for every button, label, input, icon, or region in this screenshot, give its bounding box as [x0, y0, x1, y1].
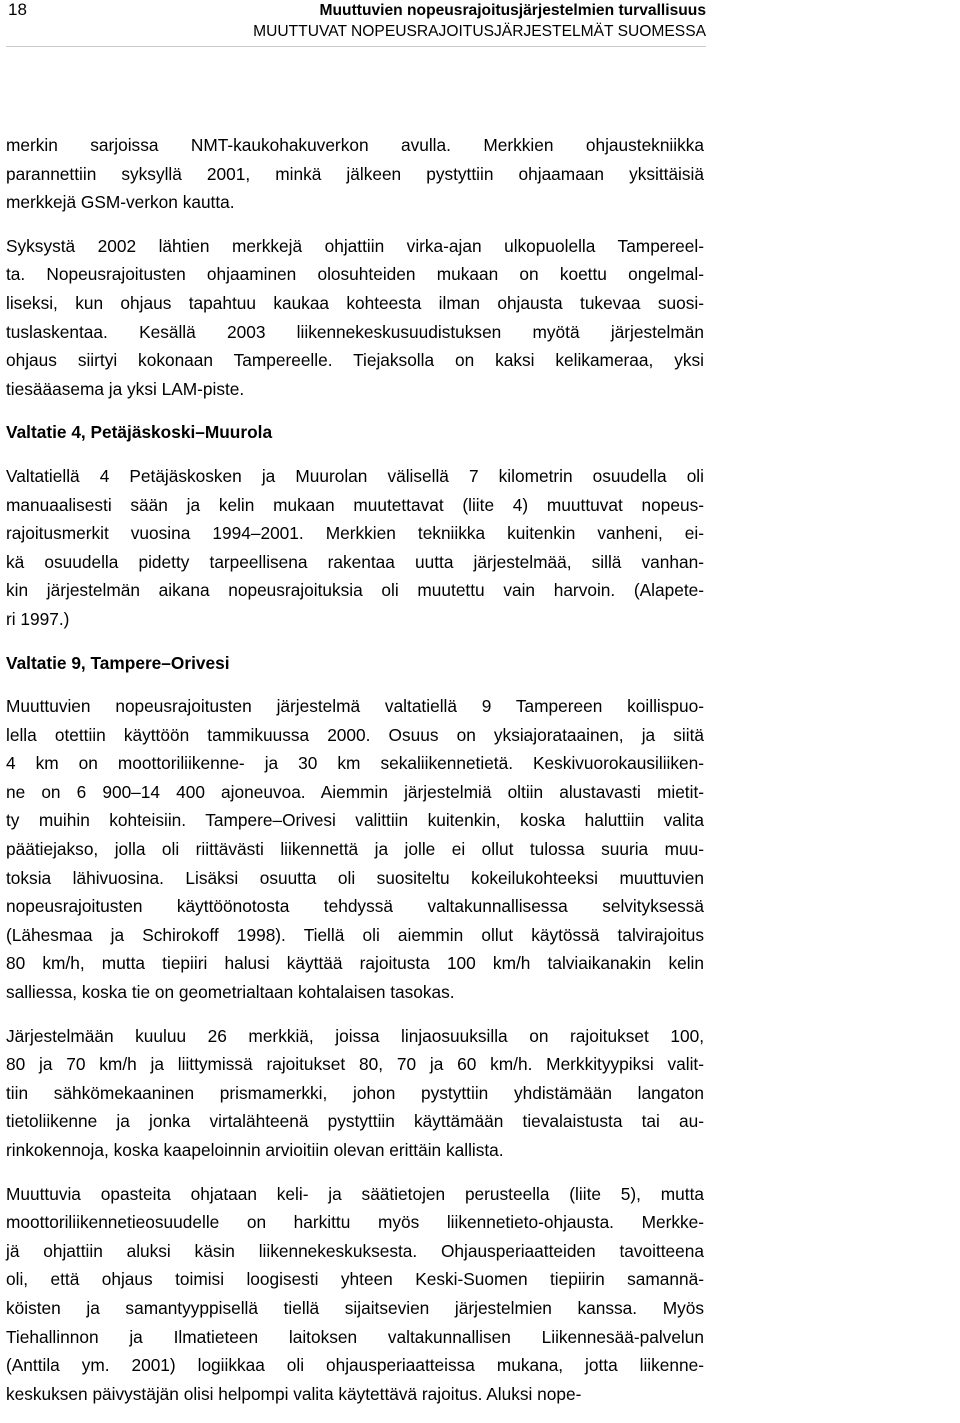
text-line: 80 km/h, mutta tiepiiri halusi käyttää rajoitusta 100 km/h talviaikanakin kelin: [6, 953, 704, 974]
text-line: tiesääasema ja yksi LAM-piste.: [6, 378, 245, 399]
paragraph: [6, 692, 704, 1007]
text-line: Tiehallinnon ja Ilmatieteen laitoksen valtakunnallisen Liikennesää-palvelun: [6, 1326, 704, 1347]
text-line: (Anttila ym. 2001) logiikkaa oli ohjausperiaatteissa mukana, jotta liikenne-: [6, 1355, 704, 1376]
text-line: merkkejä GSM-verkon kautta.: [6, 192, 235, 213]
text-line: oli, että ohjaus toimisi loogisesti yhteen Keski-Suomen tiepiirin samannä-: [6, 1269, 704, 1290]
text-line: 80 ja 70 km/h ja liittymissä rajoitukset 80, 70 ja 60 km/h. Merkkityypiksi valit-: [6, 1054, 704, 1075]
text-line: nopeusrajoitusten käyttöönotosta tehdyssä valtakunnallisessa selvityksessä: [6, 896, 704, 917]
header-titles: [253, 0, 706, 42]
text-line: ty muihin kohteisiin. Tampere–Orivesi valittiin kuitenkin, koska haluttiin valita: [6, 810, 704, 831]
text-line: jä ohjattiin aluksi käsin liikennekeskuksesta. Ohjausperiaatteiden tavoitteena: [6, 1240, 704, 1261]
section-heading: Valtatie 9, Tampere–Orivesi: [6, 652, 230, 673]
running-title: Muuttuvien nopeusrajoitusjärjestelmien turvallisuus: [319, 2, 706, 19]
text-line: kin järjestelmän aikana nopeusrajoituksia oli muutettu vain harvoin. (Alapete-: [6, 580, 704, 601]
text-line: ri 1997.): [6, 608, 70, 629]
text-line: päätiejakso, jolla oli riittävästi liikennettä ja jolle ei ollut tulossa suuria muu-: [6, 839, 704, 860]
text-line: Valtatiellä 4 Petäjäskosken ja Muurolan välisellä 7 kilometrin osuudella oli: [6, 465, 704, 486]
paragraph: [6, 1022, 704, 1165]
page-number: 18: [8, 0, 27, 19]
text-line: rinkokennoja, koska kaapeloinnin arvioitiin olevan erittäin kallista.: [6, 1140, 504, 1160]
page-body: [6, 131, 704, 1423]
paragraph: [6, 232, 704, 404]
text-line: Muuttuvia opasteita ohjataan keli- ja säätietojen perusteella (liite 5), mutta: [6, 1183, 704, 1204]
text-line: ne on 6 900–14 400 ajoneuvoa. Aiemmin järjestelmiä oltiin alustavasti mietit-: [6, 781, 704, 802]
page-header: [0, 0, 960, 48]
text-line: kä osuudella pidetty tarpeellisena rakentaa uutta järjestelmää, sillä vanhan-: [6, 551, 704, 572]
text-line: merkin sarjoissa NMT-kaukohakuverkon avulla. Merkkien ohjaustekniikka: [6, 135, 704, 155]
header-divider: [6, 46, 706, 47]
text-line: Syksystä 2002 lähtien merkkejä ohjattiin virka-ajan ulkopuolella Tampereel-: [6, 235, 704, 256]
paragraph: [6, 462, 704, 634]
text-line: ohjaus siirtyi kokonaan Tampereelle. Tiejaksolla on kaksi kelikameraa, yksi: [6, 350, 704, 371]
paragraph: [6, 1180, 704, 1409]
text-line: tietoliikenne ja jonka virtalähteenä pystyttiin käyttämään tievalaistusta tai au-: [6, 1111, 704, 1132]
text-line: salliessa, koska tie on geometrialtaan kohtalaisen tasokas.: [6, 982, 455, 1003]
text-line: manuaalisesti sään ja kelin mukaan muutettavat (liite 4) muuttuvat nopeus-: [6, 494, 704, 515]
text-line: parannettiin syksyllä 2001, minkä jälkeen pystyttiin ohjaamaan yksittäisiä: [6, 163, 704, 184]
text-line: moottoriliikennetieosuudelle on harkittu myös liikennetieto-ohjausta. Merkke-: [6, 1212, 704, 1233]
text-line: (Lähesmaa ja Schirokoff 1998). Tiellä oli aiemmin ollut käytössä talvirajoitus: [6, 924, 704, 945]
text-line: rajoitusmerkit vuosina 1994–2001. Merkkien tekniikka kuitenkin vanheni, ei-: [6, 523, 704, 544]
text-line: tiin sähkömekaaninen prismamerkki, johon pystyttiin yhdistämään langaton: [6, 1082, 704, 1103]
section-heading: Valtatie 4, Petäjäskoski–Muurola: [6, 422, 273, 443]
text-line: 4 km on moottoriliikenne- ja 30 km sekaliikennetietä. Keskivuorokausiliiken-: [6, 753, 704, 774]
text-line: toksia lähivuosina. Lisäksi osuutta oli suositeltu kokeilukohteeksi muuttuvien: [6, 867, 704, 888]
text-line: tuslaskentaa. Kesällä 2003 liikennekeskusuudistuksen myötä järjestelmän: [6, 321, 704, 342]
text-line: lella otettiin käyttöön tammikuussa 2000. Osuus on yksiajorataainen, ja siitä: [6, 724, 704, 745]
text-line: Muuttuvien nopeusrajoitusten järjestelmä valtatiellä 9 Tampereen koillispuo-: [6, 696, 704, 717]
text-line: ta. Nopeusrajoitusten ohjaaminen olosuhteiden mukaan on koettu ongelmal-: [6, 264, 704, 285]
paragraph: [6, 131, 704, 217]
running-subtitle: MUUTTUVAT NOPEUSRAJOITUSJÄRJESTELMÄT SUOMESSA: [253, 23, 706, 40]
text-line: Järjestelmään kuuluu 26 merkkiä, joissa linjaosuuksilla on rajoitukset 100,: [6, 1025, 704, 1046]
text-line: köisten ja samantyyppisellä tiellä sijaitsevien järjestelmien kanssa. Myös: [6, 1297, 704, 1318]
text-line: liseksi, kun ohjaus tapahtuu kaukaa kohteesta ilman ohjausta tukevaa suosi-: [6, 292, 704, 313]
text-line: keskuksen päivystäjän olisi helpompi valita käytettävä rajoitus. Aluksi nope-: [6, 1383, 582, 1404]
